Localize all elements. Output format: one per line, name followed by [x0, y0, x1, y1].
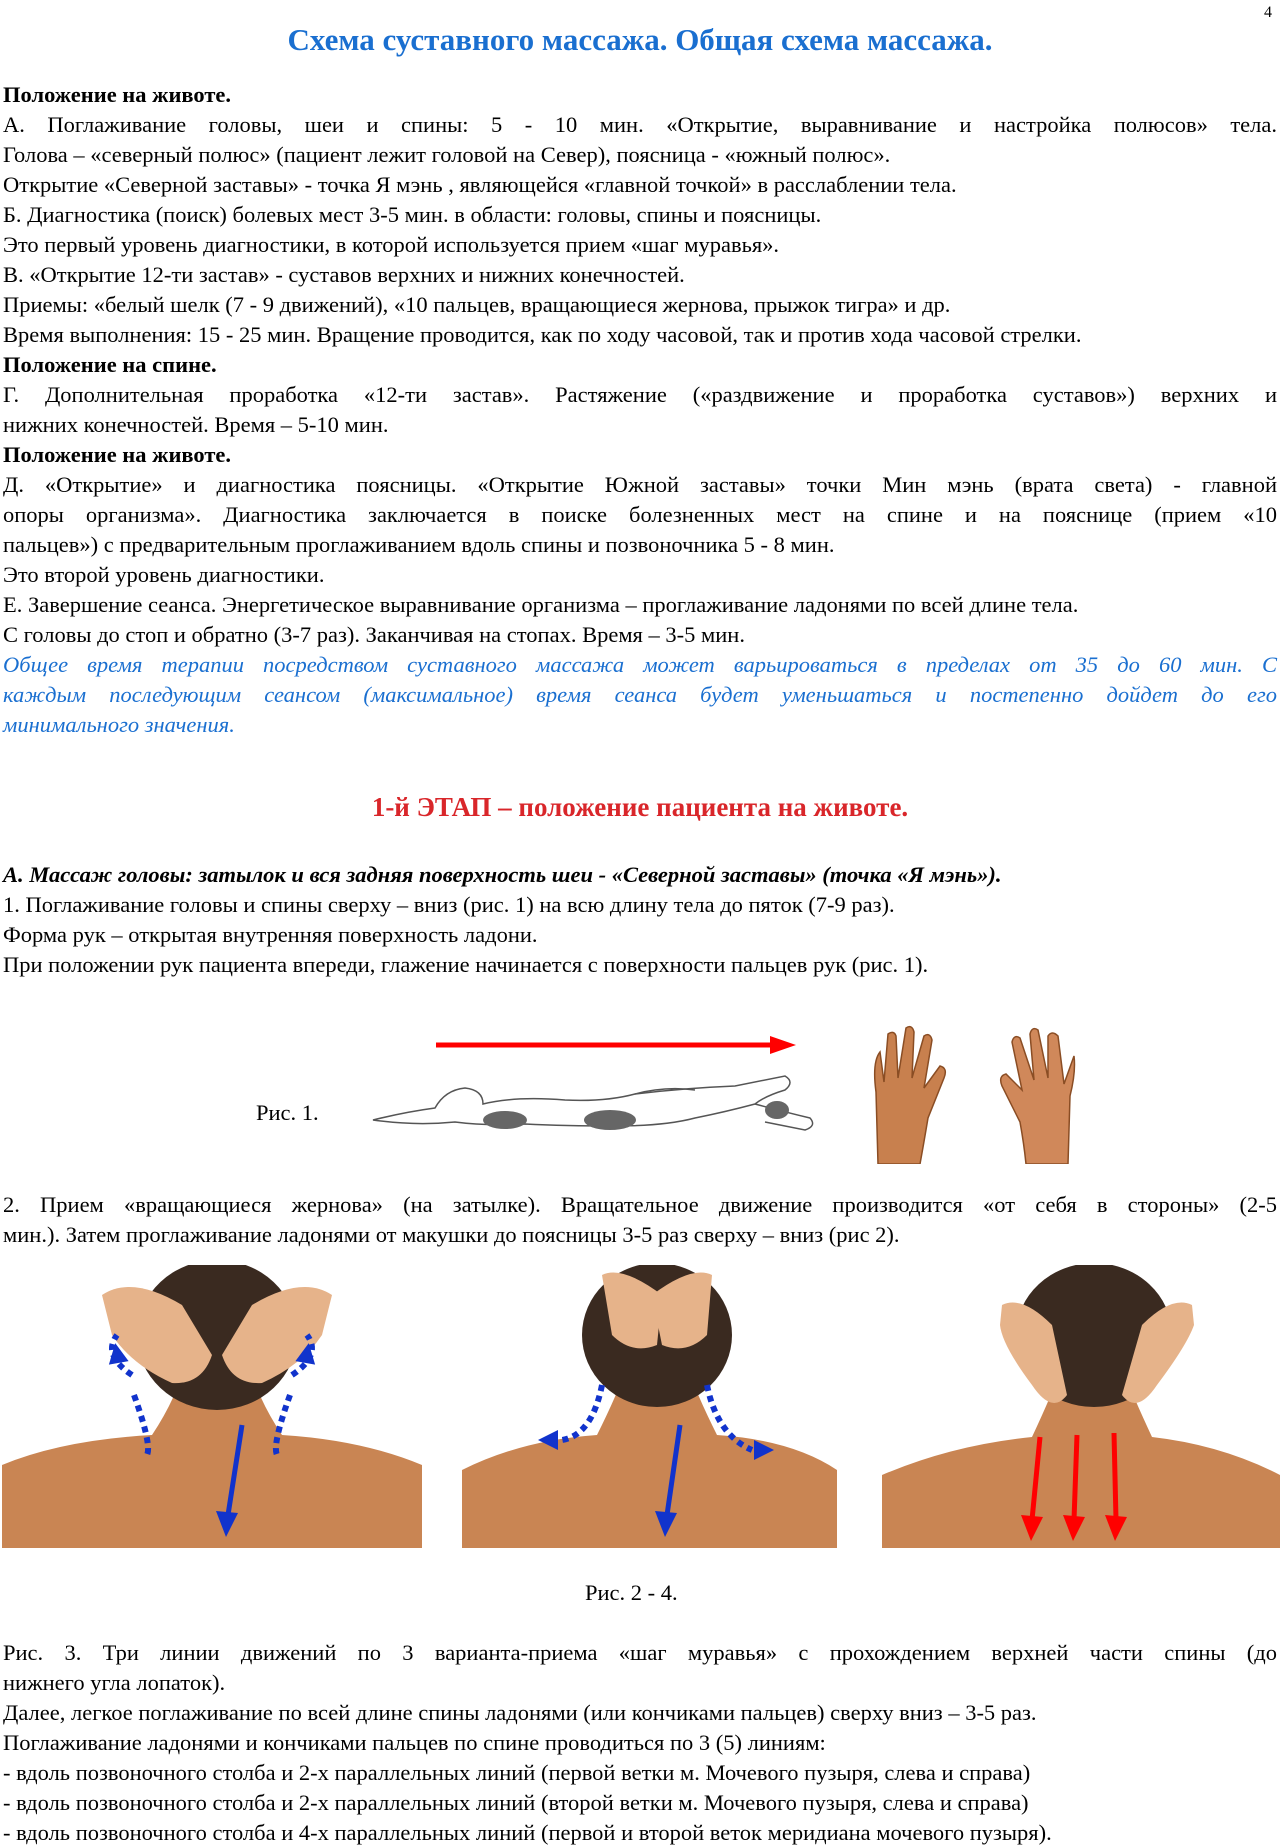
page-number: 4 [1264, 4, 1272, 21]
intro-line-d: Д. «Открытие» и диагностика поясницы. «Открытие Южной заставы» точки Мин мэнь (врата света) - главной [3, 472, 1277, 497]
technique-2 [3, 1190, 1277, 1250]
technique-3 [3, 1638, 1277, 1848]
neck-photo-3 [882, 1265, 1280, 1548]
intro-heading-belly-2: Положение на животе. [3, 442, 232, 467]
technique-2-line: мин.). Затем проглаживание ладонями от макушки до поясницы 3-5 раз сверху – вниз (рис 2). [3, 1222, 900, 1247]
technique-3-line: нижнего угла лопаток). [3, 1670, 226, 1695]
intro-line: Это первый уровень диагностики, в которой используется прием «шаг муравья». [3, 232, 780, 257]
note-line: Общее время терапии посредством суставного массажа может варьироваться в пределах от 35 до 60 мин. С [3, 652, 1277, 677]
section-a-heading: А. Массаж головы: затылок и вся задняя поверхность шеи - «Северной заставы» (точка «Я мэнь»). [3, 862, 1002, 887]
neck-photo-2 [462, 1265, 837, 1548]
section-a-line: 1. Поглаживание головы и спины сверху – вниз (рис. 1) на всю длину тела до пяток (7-9 раз). [3, 892, 895, 917]
technique-3-line: Далее, легкое поглаживание по всей длине спины ладонями (или кончиками пальцев) сверху вниз – 3-5 раз. [3, 1700, 1037, 1725]
arrow-right-icon [430, 1030, 800, 1060]
figure-1-label: Рис. 1. [256, 1100, 319, 1125]
note-line: минимального значения. [3, 712, 235, 737]
intro-line: С головы до стоп и обратно (3-7 раз). Заканчивая на стопах. Время – 3-5 мин. [3, 622, 745, 647]
section-a-line: Форма рук – открытая внутренняя поверхность ладони. [3, 922, 538, 947]
intro-line: пальцев») с предварительным проглаживанием вдоль спины и позвоночника 5 - 8 мин. [3, 532, 835, 557]
intro-line: опоры организма». Диагностика заключается в поиске болезненных мест на спине и на пояснице (прием «10 [3, 502, 1277, 527]
section-a [3, 860, 1277, 980]
intro-line-g: Г. Дополнительная проработка «12-ти застав». Растяжение («раздвижение и проработка суставов») верхних и [3, 382, 1277, 407]
technique-3-line: - вдоль позвоночного столба и 4-х параллельных линий (первой и второй веток меридиана мочевого пузыря). [3, 1820, 1052, 1845]
palm-photo-right [996, 1022, 1080, 1164]
technique-3-line: - вдоль позвоночного столба и 2-х параллельных линий (первой ветки м. Мочевого пузыря, слева и справа) [3, 1760, 1031, 1785]
intro-line: Голова – «северный полюс» (пациент лежит головой на Север), поясница - «южный полюс». [3, 142, 891, 167]
figure-2-label: Рис. 2 - 4. [585, 1580, 678, 1605]
intro-line: нижних конечностей. Время – 5-10 мин. [3, 412, 389, 437]
intro-line-a: А. Поглаживание головы, шеи и спины: 5 - 10 мин. «Открытие, выравнивание и настройка полюсов» тела. [3, 112, 1277, 137]
technique-3-line: - вдоль позвоночного столба и 2-х параллельных линий (второй ветки м. Мочевого пузыря, слева и справа) [3, 1790, 1029, 1815]
intro-line: Время выполнения: 15 - 25 мин. Вращение проводится, как по ходу часовой, так и против хода часовой стрелки. [3, 322, 1082, 347]
lying-patient-sketch [365, 1060, 825, 1140]
neck-photo-1 [2, 1265, 422, 1548]
palm-photo-left [868, 1022, 950, 1164]
intro-block [3, 80, 1277, 740]
note-line: каждым последующим сеансом (максимальное) время сеанса будет уменьшаться и постепенно дойдет до его [3, 682, 1277, 707]
section-a-line: При положении рук пациента впереди, глажение начинается с поверхности пальцев рук (рис. 1). [3, 952, 929, 977]
intro-heading-belly: Положение на животе. [3, 82, 232, 107]
technique-3-line: Поглаживание ладонями и кончиками пальцев по спине проводиться по 3 (5) линиям: [3, 1730, 826, 1755]
stage-heading: 1-й ЭТАП – положение пациента на животе. [371, 792, 909, 822]
intro-line-v: В. «Открытие 12-ти застав» - суставов верхних и нижних конечностей. [3, 262, 685, 287]
technique-2-line: 2. Прием «вращающиеся жернова» (на затылке). Вращательное движение производится «от себя в стороны» (2-5 [3, 1192, 1277, 1217]
intro-line: Приемы: «белый шелк (7 - 9 движений), «10 пальцев, вращающиеся жернова, прыжок тигра» и др. [3, 292, 951, 317]
intro-line-e: Е. Завершение сеанса. Энергетическое выравнивание организма – проглаживание ладонями по всей длине тела. [3, 592, 1079, 617]
intro-line: Открытие «Северной заставы» - точка Я мэнь , являющейся «главной точкой» в расслаблении тела. [3, 172, 957, 197]
intro-line: Это второй уровень диагностики. [3, 562, 325, 587]
intro-line-b: Б. Диагностика (поиск) болевых мест 3-5 мин. в области: головы, спины и поясницы. [3, 202, 822, 227]
intro-heading-back: Положение на спине. [3, 352, 217, 377]
page-title: Схема суставного массажа. Общая схема массажа. [287, 22, 993, 57]
technique-3-line: Рис. 3. Три линии движений по 3 варианта-приема «шаг муравья» с прохождением верхней части спины (до [3, 1640, 1277, 1665]
